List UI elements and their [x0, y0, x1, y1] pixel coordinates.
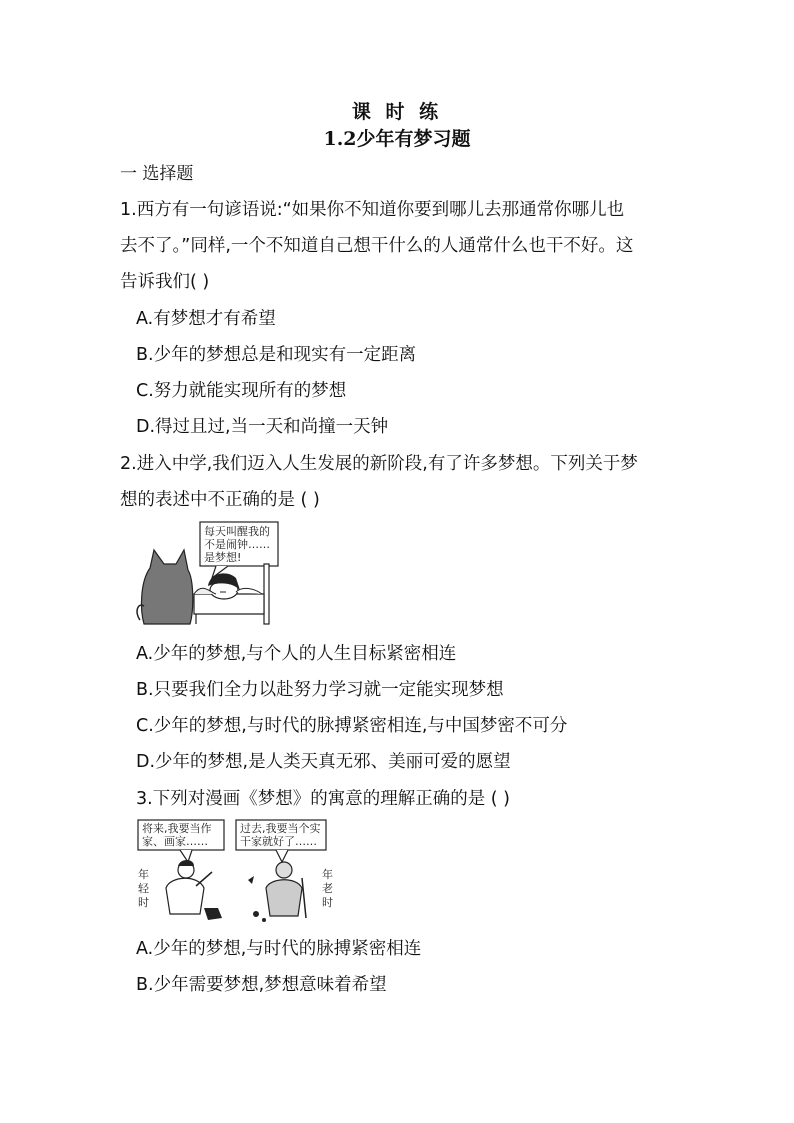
right-bubble-line-2: 干家就好了……: [240, 835, 317, 848]
old-label-3: 时: [322, 896, 333, 909]
q1-line-2: 去不了。”同样,一个不知道自己想干什么的人通常什么也干不好。这: [120, 236, 634, 256]
q1-option-c: C.努力就能实现所有的梦想: [136, 381, 347, 401]
q3-line-1: 3.下列对漫画《梦想》的寓意的理解正确的是 ( ): [136, 789, 510, 809]
q1-option-d: D.得过且过,当一天和尚撞一天钟: [136, 417, 389, 437]
bubble-line-1: 每天叫醒我的: [204, 525, 270, 538]
q1-option-a: A.有梦想才有希望: [136, 309, 276, 329]
section-label: 一 选择题: [120, 164, 194, 184]
q1-line-1: 1.西方有一句谚语说:“如果你不知道你要到哪儿去那通常你哪儿也: [120, 200, 625, 220]
left-bubble-line-2: 家、画家……: [142, 835, 208, 848]
bubble-line-3: 是梦想!: [204, 551, 242, 564]
q2-option-d: D.少年的梦想,是人类天真无邪、美丽可爱的愿望: [136, 752, 511, 772]
q2-line-1: 2.进入中学,我们迈入人生发展的新阶段,有了许多梦想。下列关于梦: [120, 454, 638, 474]
page-title: 课 时 练: [351, 101, 443, 123]
cartoon-dream-alarm: [136, 520, 286, 630]
page-subtitle: 1.2少年有梦习题: [323, 128, 471, 150]
left-bubble-line-1: 将来,我要当作: [142, 822, 212, 835]
young-label-3: 时: [138, 896, 149, 909]
q1-option-b: B.少年的梦想总是和现实有一定距离: [136, 345, 417, 365]
q2-option-c: C.少年的梦想,与时代的脉搏紧密相连,与中国梦密不可分: [136, 716, 568, 736]
q2-line-2: 想的表述中不正确的是 ( ): [120, 490, 320, 510]
cartoon-dream-young-old: [136, 818, 336, 926]
right-bubble-line-1: 过去,我要当个实: [240, 822, 321, 835]
q1-line-3: 告诉我们( ): [120, 272, 210, 292]
old-label-1: 年: [322, 868, 333, 881]
young-label-2: 轻: [138, 882, 149, 895]
q3-option-b: B.少年需要梦想,梦想意味着希望: [136, 975, 387, 995]
cat-figure: [137, 550, 193, 624]
old-figure: [248, 862, 306, 922]
young-figure: [166, 860, 222, 920]
old-label-2: 老: [322, 882, 333, 895]
young-label-1: 年: [138, 868, 149, 881]
q2-option-b: B.只要我们全力以赴努力学习就一定能实现梦想: [136, 680, 504, 700]
q2-option-a: A.少年的梦想,与个人的人生目标紧密相连: [136, 644, 457, 664]
q3-option-a: A.少年的梦想,与时代的脉搏紧密相连: [136, 939, 422, 959]
bubble-line-2: 不是闹钟……: [204, 538, 270, 551]
